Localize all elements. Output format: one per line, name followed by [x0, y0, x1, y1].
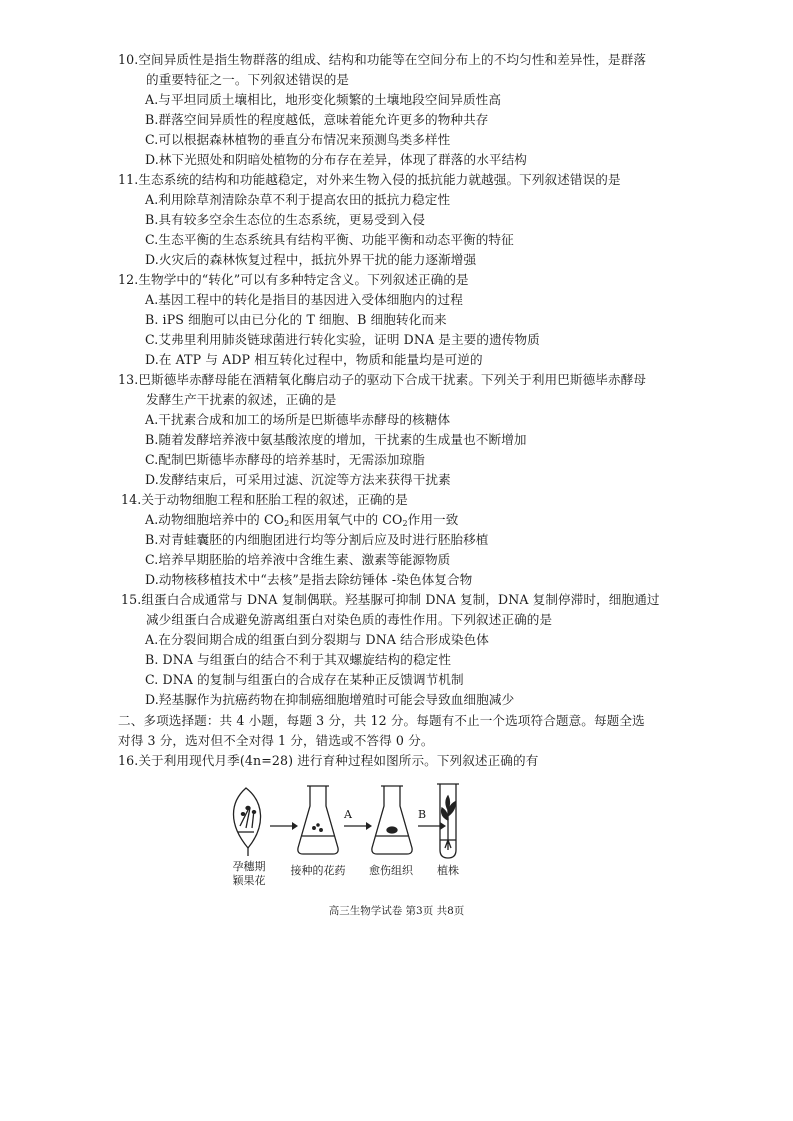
page-footer: 高三生物学试卷 第3页 共8页: [328, 905, 465, 917]
q12-option-c: C.艾弗里利用肺炎链球菌进行转化实验，证明 DNA 是主要的遗传物质: [145, 332, 540, 347]
q10-stem-cont: 的重要特征之一。下列叙述错误的是: [146, 72, 350, 87]
q13-option-c: C.配制巴斯德毕赤酵母的培养基时，无需添加琼脂: [145, 452, 425, 467]
breeding-diagram: [226, 780, 516, 860]
subscript-2: 2: [284, 519, 290, 528]
subscript-2: 2: [402, 519, 408, 528]
q15-option-b: B. DNA 与组蛋白的结合不利于其双螺旋结构的稳定性: [145, 652, 452, 667]
flask-icon: [372, 786, 412, 854]
q13-option-d: D.发酵结束后，可采用过滤、沉淀等方法来获得干扰素: [145, 472, 451, 487]
q12-option-d: D.在 ATP 与 ADP 相互转化过程中，物质和能量均是可逆的: [145, 352, 483, 367]
q15-option-c: C. DNA 的复制与组蛋白的合成存在某种正反馈调节机制: [145, 672, 464, 687]
q14-option-a-part2: 和医用氧气中的 CO: [289, 512, 403, 527]
breeding-process-figure: [226, 780, 516, 890]
q14-option-a: [145, 510, 458, 530]
q15-option-a: A.在分裂间期合成的组蛋白到分裂期与 DNA 结合形成染色体: [145, 632, 489, 647]
arrow-icon: [418, 822, 446, 830]
q14-option-d: D.动物核移植技术中“去核”是指去除纺锤体 -染色体复合物: [145, 572, 473, 587]
flower-bud-icon: [234, 788, 261, 856]
label-inoculated-anther: 接种的花药: [290, 864, 346, 877]
q16-stem: 16.关于利用现代月季(4n=28) 进行育种过程如图所示。下列叙述正确的有: [118, 753, 539, 768]
q14-option-a-part1: A.动物细胞培养中的 CO: [145, 512, 285, 527]
q14-option-b: B.对青蛙囊胚的内细胞团进行均等分割后应及时进行胚胎移植: [145, 532, 489, 547]
q12-stem: 12.生物学中的“转化”可以有多种特定含义。下列叙述正确的是: [118, 272, 469, 287]
arrow-icon: [270, 822, 298, 830]
q13-stem-cont: 发酵生产干扰素的叙述，正确的是: [146, 392, 337, 407]
q14-option-a-part3: 作用一致: [407, 512, 459, 527]
q10-stem: 10.空间异质性是指生物群落的组成、结构和功能等在空间分布上的不均匀性和差异性，是群落: [118, 52, 647, 67]
q13-option-a: A.干扰素合成和加工的场所是巴斯德毕赤酵母的核糖体: [145, 412, 451, 427]
flask-icon: [298, 786, 338, 854]
q11-stem: 11.生态系统的结构和功能越稳定，对外来生物入侵的抵抗能力就越强。下列叙述错误的是: [118, 172, 621, 187]
q13-stem: 13.巴斯德毕赤酵母能在酒精氧化酶启动子的驱动下合成干扰素。下列关于利用巴斯德毕赤酵母: [118, 372, 647, 387]
q10-option-a: A.与平坦同质土壤相比，地形变化频繁的土壤地段空间异质性高: [145, 92, 502, 107]
label-floret: 颖果花: [232, 874, 266, 887]
q11-option-b: B.具有较多空余生态位的生态系统，更易受到入侵: [145, 212, 426, 227]
label-plantlet: 植株: [437, 864, 459, 877]
q13-option-b: B.随着发酵培养液中氨基酸浓度的增加，干扰素的生成量也不断增加: [145, 432, 527, 447]
q14-option-c: C.培养早期胚胎的培养液中含维生素、激素等能源物质: [145, 552, 451, 567]
label-callus: 愈伤组织: [369, 864, 413, 877]
q12-option-a: A.基因工程中的转化是指目的基因进入受体细胞内的过程: [145, 292, 463, 307]
arrow-icon: [344, 822, 372, 830]
q10-option-d: D.林下光照处和阴暗处植物的分布存在差异，体现了群落的水平结构: [145, 152, 527, 167]
q14-stem: 14.关于动物细胞工程和胚胎工程的叙述，正确的是: [121, 492, 408, 507]
q11-option-d: D.火灾后的森林恢复过程中，抵抗外界干扰的能力逐渐增强: [145, 252, 477, 267]
section-heading: 二、多项选择题：共 4 小题，每题 3 分，共 12 分。每题有不止一个选项符合题意。每题全选: [118, 713, 645, 728]
q15-stem-cont: 减少组蛋白合成避免游离组蛋白对染色质的毒性作用。下列叙述正确的是: [146, 612, 553, 627]
q12-option-b: B. iPS 细胞可以由已分化的 T 细胞、B 细胞转化而来: [145, 312, 447, 327]
label-booting-stage: 孕穗期: [232, 860, 266, 873]
q11-option-c: C.生态平衡的生态系统具有结构平衡、功能平衡和动态平衡的特征: [145, 232, 514, 247]
arrow-label-b: B: [417, 808, 427, 821]
q11-option-a: A.利用除草剂清除杂草不利于提高农田的抵抗力稳定性: [145, 192, 451, 207]
q15-option-d: D.羟基脲作为抗癌药物在抑制癌细胞增殖时可能会导致血细胞减少: [145, 692, 515, 707]
q15-stem: 15.组蛋白合成通常与 DNA 复制偶联。羟基脲可抑制 DNA 复制，DNA 复制停滞时，细胞通过: [121, 592, 660, 607]
section-instructions: 对得 3 分，选对但不全对得 1 分，错选或不答得 0 分。: [118, 733, 434, 748]
q10-option-c: C.可以根据森林植物的垂直分布情况来预测鸟类多样性: [145, 132, 451, 147]
arrow-label-a: A: [344, 808, 352, 821]
q10-option-b: B.群落空间异质性的程度越低，意味着能允许更多的物种共存: [145, 112, 489, 127]
test-tube-plant-icon: [437, 784, 459, 858]
